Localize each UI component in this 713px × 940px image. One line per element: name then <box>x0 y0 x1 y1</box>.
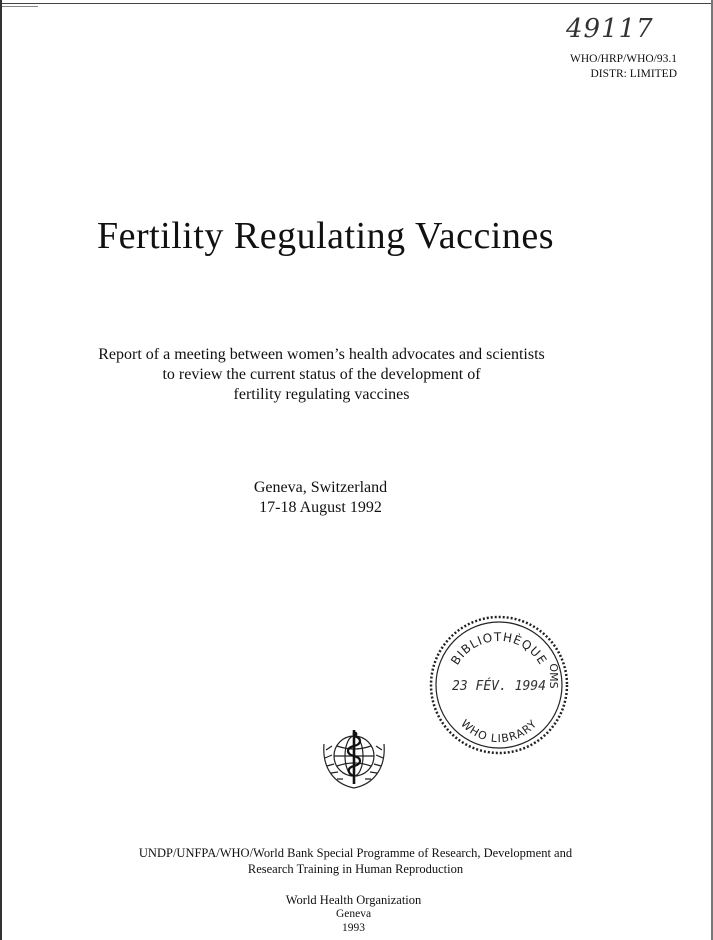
stamp-top-text: BIBLIOTHÈQUE <box>448 629 550 668</box>
meeting-place: Geneva, Switzerland <box>253 479 388 496</box>
left-scan-edge <box>0 0 2 940</box>
publisher-block <box>0 893 713 935</box>
svg-text:BIBLIOTHÈQUE <box>448 630 550 668</box>
document-title: Fertility Regulating Vaccines <box>96 215 555 257</box>
library-stamp <box>422 606 576 760</box>
programme-line: UNDP/UNFPA/WHO/World Bank Special Programme of Research, Development and <box>138 846 573 860</box>
doc-code: WHO/HRP/WHO/93.1 <box>569 53 677 65</box>
meeting-info <box>0 478 713 518</box>
document-reference <box>570 52 677 82</box>
subtitle-line: Report of a meeting between women’s health advocates and scientists <box>98 346 545 363</box>
document-subtitle <box>0 345 713 405</box>
subtitle-line: fertility regulating vaccines <box>233 386 410 403</box>
programme-statement <box>0 845 713 877</box>
who-emblem-icon <box>316 722 392 794</box>
top-border-mark <box>0 6 38 7</box>
programme-line: Research Training in Human Reproduction <box>247 862 464 876</box>
publisher-city: Geneva <box>335 908 372 920</box>
publication-year: 1993 <box>342 922 365 934</box>
stamp-date: 23 FÉV. 1994 <box>452 679 546 694</box>
meeting-dates: 17-18 August 1992 <box>259 499 382 516</box>
stamp-side-text: OMS <box>547 663 560 689</box>
publisher-name: World Health Organization <box>285 893 422 907</box>
distribution-note: DISTR: LIMITED <box>590 68 677 80</box>
top-border-line <box>0 3 713 4</box>
stamp-bottom-text: WHO LIBRARY <box>458 716 540 746</box>
handwritten-accession-number: 49117 <box>566 14 654 44</box>
subtitle-line: to review the current status of the development of <box>162 366 481 383</box>
